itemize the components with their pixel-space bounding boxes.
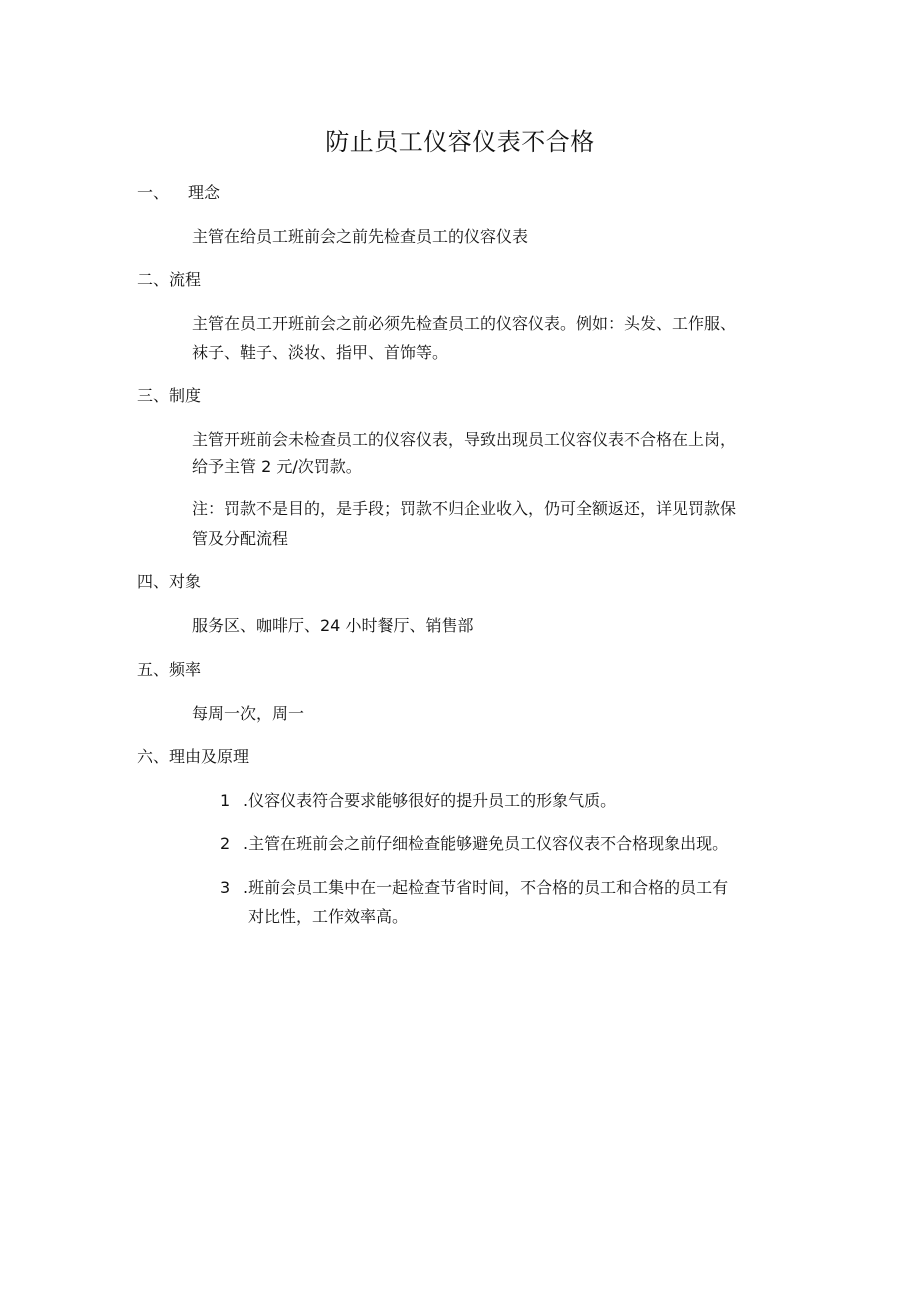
section-2-line-2: 袜子、鞋子、淡妆、指甲、首饰等。 — [192, 343, 449, 362]
section-heading-6: 六、理由及原理 — [137, 747, 250, 766]
section-1-line-1: 主管在给员工班前会之前先检查员工的仪容仪表 — [192, 227, 529, 246]
document-title: 防止员工仪容仪表不合格 — [325, 128, 595, 156]
reason-2-text: .主管在班前会之前仔细检查能够避免员工仪容仪表不合格现象出现。 — [243, 834, 729, 853]
reason-1-number: 1 — [220, 791, 231, 810]
reason-1-text: .仪容仪表符合要求能够很好的提升员工的形象气质。 — [243, 791, 617, 810]
section-heading-3: 三、制度 — [137, 386, 202, 405]
reason-2-number: 2 — [220, 834, 231, 853]
reason-3-text: .班前会员工集中在一起检查节省时间，不合格的员工和合格的员工有 — [243, 878, 729, 897]
section-heading-1-text: 理念 — [188, 183, 221, 202]
section-3-note-line-1: 注：罚款不是目的，是手段；罚款不归企业收入，仍可全额返还，详见罚款保 — [192, 499, 737, 518]
reason-3-number: 3 — [220, 878, 231, 897]
section-heading-2: 二、流程 — [137, 270, 202, 289]
section-3-line-2: 给予主管 2 元/次罚款。 — [192, 457, 362, 476]
section-heading-5: 五、频率 — [137, 660, 202, 679]
section-5-line-1: 每周一次，周一 — [192, 704, 305, 723]
section-heading-4: 四、对象 — [137, 572, 202, 591]
reason-3-continuation: 对比性，工作效率高。 — [248, 907, 409, 926]
section-4-line-1: 服务区、咖啡厅、24 小时餐厅、销售部 — [192, 616, 474, 635]
section-3-line-1: 主管开班前会未检查员工的仪容仪表，导致出现员工仪容仪表不合格在上岗， — [192, 430, 737, 449]
section-2-line-1: 主管在员工开班前会之前必须先检查员工的仪容仪表。例如：头发、工作服、 — [192, 314, 737, 333]
section-3-note-line-2: 管及分配流程 — [192, 529, 289, 548]
section-heading-1: 一、 — [137, 183, 170, 202]
